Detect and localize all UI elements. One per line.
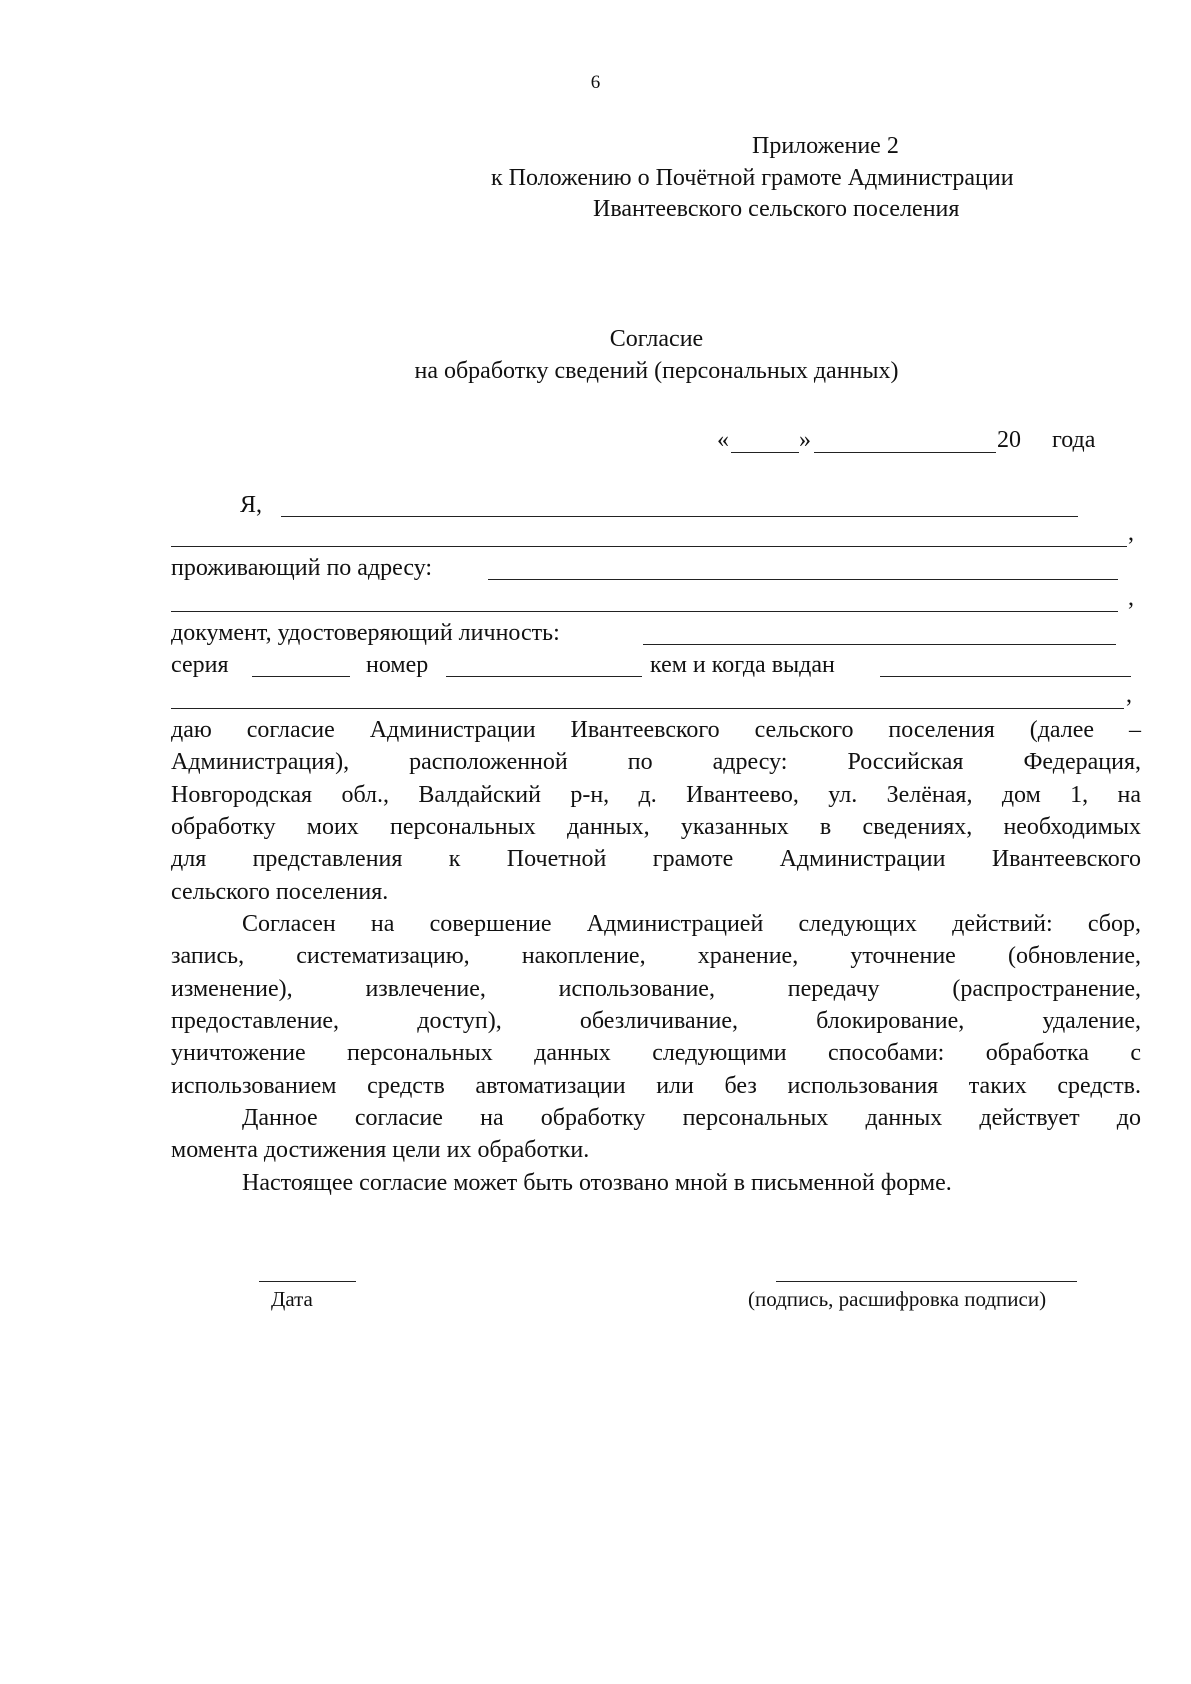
address-blank[interactable] — [488, 579, 1118, 580]
document-subtitle: на обработку сведений (персональных данных) — [414, 358, 899, 384]
date-open-quote: « — [717, 427, 729, 453]
page-number: 6 — [590, 72, 601, 93]
p1-line-3: Новгородская обл., Валдайский р-н, д. Ивантеево, ул. Зелёная, дом 1, на — [171, 782, 1141, 808]
p3-line-1: Данное согласие на обработку персональных данных действует до — [242, 1105, 1141, 1131]
p2-line-5: уничтожение персональных данных следующими способами: обработка с — [171, 1040, 1141, 1066]
date-caption: Дата — [271, 1287, 313, 1311]
appendix-line-3: Ивантеевского сельского поселения — [593, 196, 960, 222]
p3-line-2: момента достижения цели их обработки. — [171, 1137, 590, 1163]
i-label: Я, — [240, 492, 263, 518]
p2-line-2: запись, систематизацию, накопление, хранение, уточнение (обновление, — [171, 943, 1141, 969]
document-blank[interactable] — [643, 644, 1116, 645]
document-title: Согласие — [609, 326, 704, 352]
date-year-prefix: 20 — [997, 427, 1021, 453]
p1-line-4: обработку моих персональных данных, указанных в сведениях, необходимых — [171, 814, 1141, 840]
date-month-blank[interactable] — [814, 452, 996, 453]
document-label: документ, удостоверяющий личность: — [171, 620, 560, 646]
appendix-line-1: Приложение 2 — [752, 133, 899, 159]
p1-line-2: Администрация), расположенной по адресу: Российская Федерация, — [171, 749, 1141, 775]
issued-blank[interactable] — [880, 676, 1131, 677]
number-label: номер — [366, 652, 429, 678]
signature-blank[interactable] — [776, 1281, 1077, 1282]
full-name-blank[interactable] — [281, 516, 1078, 517]
issued-label: кем и когда выдан — [650, 652, 835, 678]
p2-line-3: изменение), извлечение, использование, передачу (распространение, — [171, 976, 1141, 1002]
comma-1: , — [1128, 520, 1134, 546]
comma-2: , — [1128, 585, 1134, 611]
series-blank[interactable] — [252, 676, 350, 677]
issued-blank-2[interactable] — [171, 708, 1124, 709]
signature-caption: (подпись, расшифровка подписи) — [748, 1287, 1047, 1311]
appendix-line-2: к Положению о Почётной грамоте Администрации — [491, 165, 1014, 191]
p1-line-6: сельского поселения. — [171, 879, 389, 905]
series-label: серия — [171, 652, 229, 678]
comma-3: , — [1126, 682, 1132, 708]
p1-line-5: для представления к Почетной грамоте Администрации Ивантеевского — [171, 846, 1141, 872]
p2-line-1: Согласен на совершение Администрацией следующих действий: сбор, — [242, 911, 1141, 937]
address-blank-2[interactable] — [171, 611, 1118, 612]
date-day-blank[interactable] — [731, 452, 799, 453]
p2-line-4: предоставление, доступ), обезличивание, блокирование, удаление, — [171, 1008, 1141, 1034]
number-blank[interactable] — [446, 676, 642, 677]
date-year-label: года — [1052, 427, 1096, 453]
p2-line-6: использованием средств автоматизации или без использования таких средств. — [171, 1073, 1141, 1099]
date-close-quote: » — [799, 427, 811, 453]
p1-line-1: даю согласие Администрации Ивантеевского сельского поселения (далее – — [171, 717, 1141, 743]
p4-text: Настоящее согласие может быть отозвано мной в письменной форме. — [242, 1170, 952, 1196]
address-label: проживающий по адресу: — [171, 555, 433, 581]
date-signature-blank[interactable] — [259, 1281, 356, 1282]
full-name-blank-2[interactable] — [171, 546, 1127, 547]
